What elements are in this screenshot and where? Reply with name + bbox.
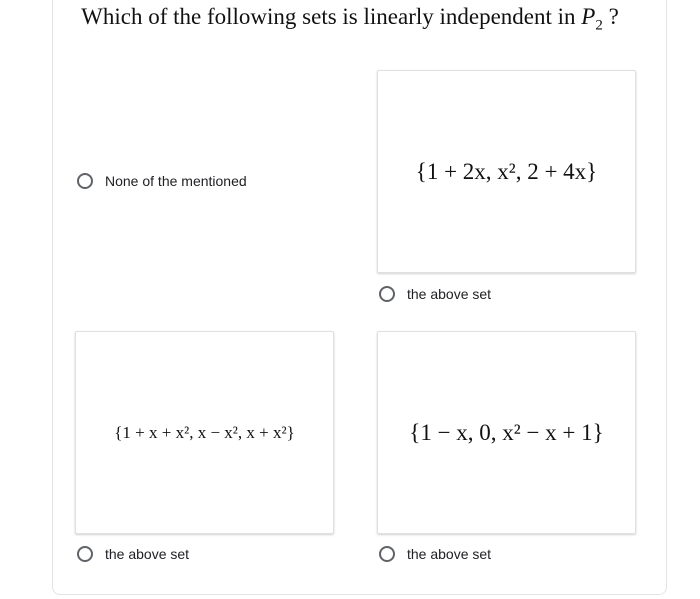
option-set-1[interactable] <box>379 286 491 302</box>
radio-button[interactable] <box>379 546 395 562</box>
option-label: the above set <box>105 546 190 562</box>
option-label: the above set <box>407 546 492 562</box>
option-set-3[interactable] <box>379 546 491 562</box>
option-none-of-the-mentioned[interactable] <box>77 173 247 189</box>
question-title <box>0 4 700 35</box>
option-expression: {1 + 2x, x², 2 + 4x} <box>415 158 598 184</box>
option-image-card-2 <box>75 331 334 534</box>
radio-button[interactable] <box>379 286 395 302</box>
option-label: None of the mentioned <box>105 173 247 189</box>
option-image-card-1 <box>377 70 636 273</box>
option-expression: {1 − x, 0, x² − x + 1} <box>409 419 604 445</box>
space-subscript: 2 <box>595 17 603 34</box>
question-text: Which of the following sets is linearly independent in <box>81 4 576 29</box>
radio-button[interactable] <box>77 173 93 189</box>
space-symbol: P <box>581 4 596 29</box>
option-set-2[interactable] <box>77 546 189 562</box>
option-image-card-3 <box>377 331 636 534</box>
question-suffix: ? <box>602 4 619 29</box>
option-expression: {1 + x + x², x − x², x + x²} <box>114 422 295 442</box>
radio-button[interactable] <box>77 546 93 562</box>
option-label: the above set <box>407 286 492 302</box>
